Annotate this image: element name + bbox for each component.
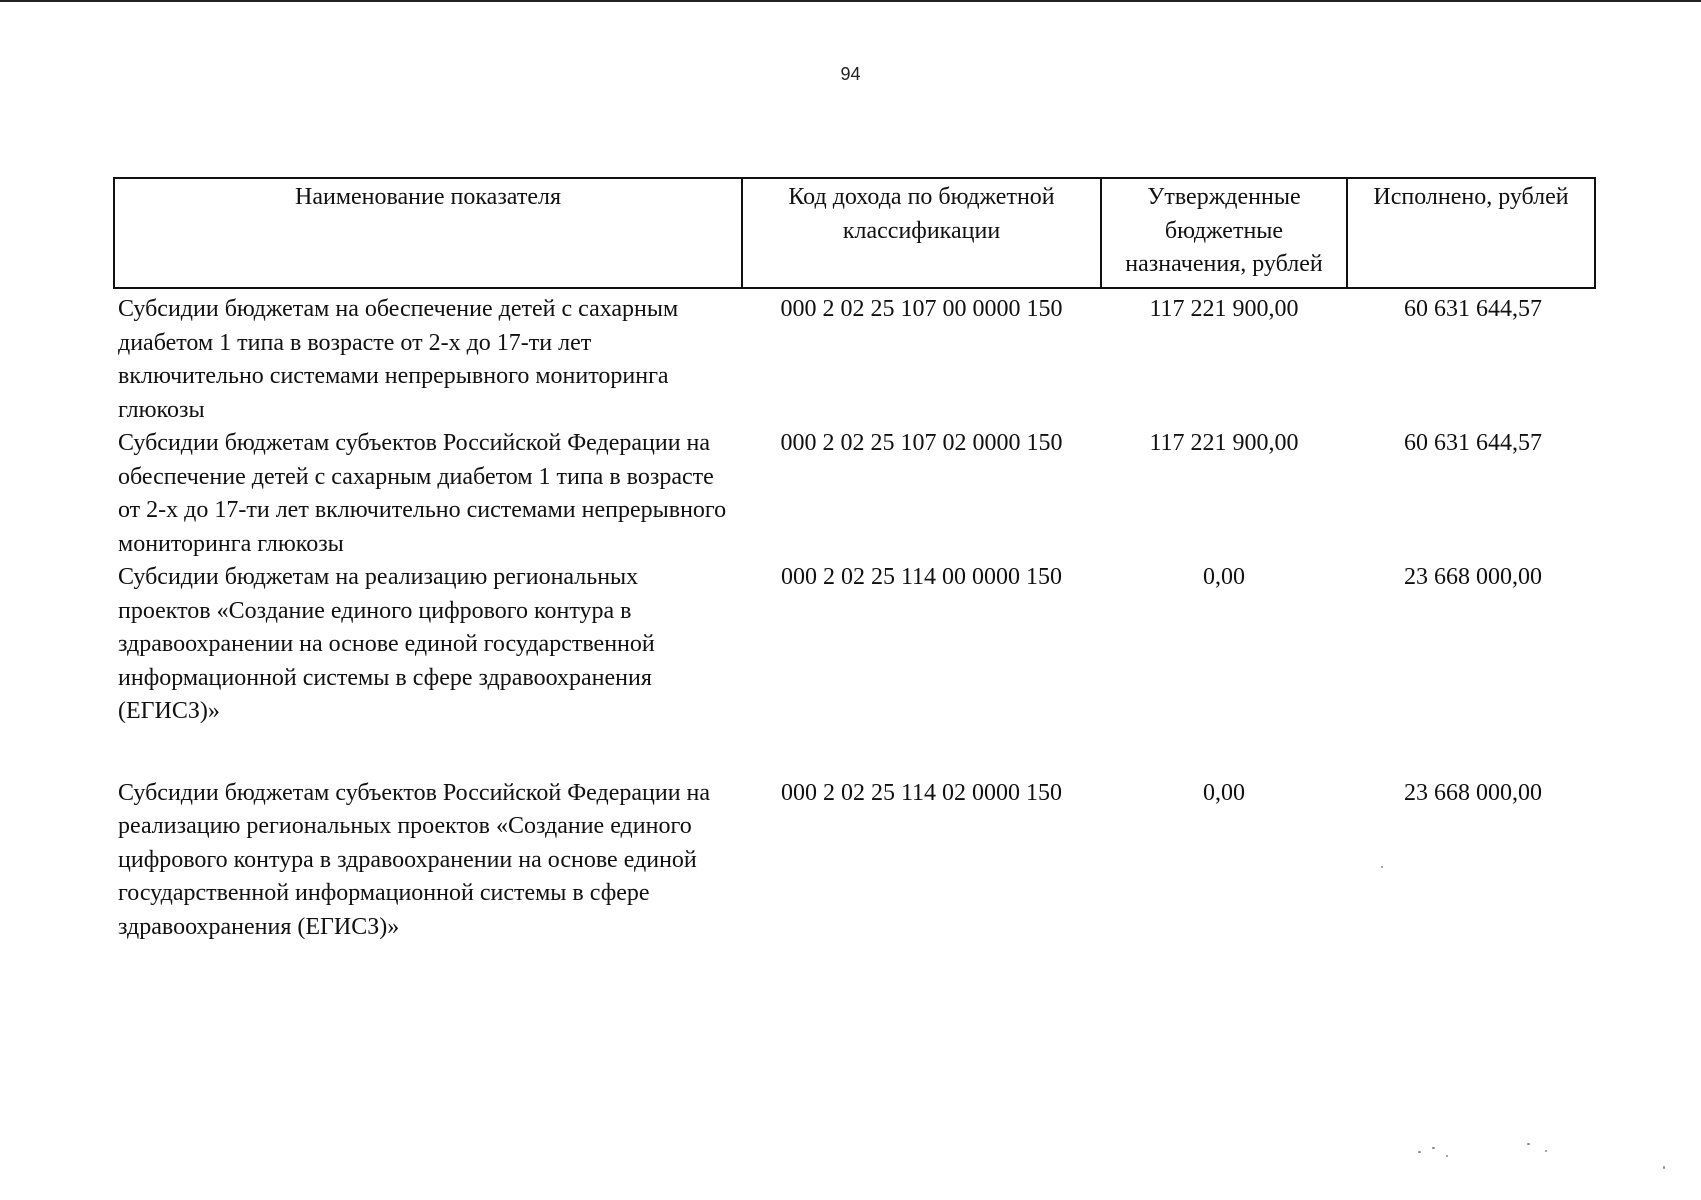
cell-approved-amount: 117 221 900,00: [1149, 296, 1299, 322]
page-number: 94: [840, 64, 861, 84]
header-executed-amount: Исполнено, рублей: [1347, 178, 1595, 288]
cell-indicator-name: Субсидии бюджетам на реализацию региональных проектов «Создание единого цифрового контура в здравоохранении на основе единой государственной информационной системы в сфере здравоохранения (ЕГИСЗ)»: [118, 564, 655, 724]
cell-income-code: 000 2 02 25 107 00 0000 150: [780, 296, 1063, 322]
top-border-line: [0, 0, 1701, 2]
cell-income-code: 000 2 02 25 107 02 0000 150: [780, 430, 1063, 456]
cell-indicator-name: Субсидии бюджетам на обеспечение детей с сахарным диабетом 1 типа в возрасте от 2-х до 17-ти лет включительно системами непрерывного мониторинга глюкозы: [118, 296, 679, 423]
header-indicator-name: Наименование показателя: [114, 178, 742, 288]
table-row: [114, 288, 1595, 427]
cell-executed-amount: 60 631 644,57: [1404, 296, 1542, 322]
table-row: [114, 777, 1595, 945]
scan-speck: [1527, 1143, 1530, 1145]
cell-indicator-name: Субсидии бюджетам субъектов Российской Федерации на реализацию региональных проектов «Создание единого цифрового контура в здравоохранении на основе единой государственной информационной системы в сфере здравоохранения (ЕГИСЗ)»: [118, 779, 711, 940]
cell-indicator-name: Субсидии бюджетам субъектов Российской Федерации на обеспечение детей с сахарным диабетом 1 типа в возрасте от 2-х до 17-ти лет включительно системами непрерывного мониторинга глюкозы: [118, 430, 727, 557]
scan-speck: [1381, 866, 1383, 868]
cell-executed-amount: 23 668 000,00: [1404, 564, 1542, 590]
budget-report-table: [113, 177, 1596, 944]
cell-income-code: 000 2 02 25 114 02 0000 150: [780, 779, 1063, 806]
header-row: [114, 178, 1595, 288]
cell-approved-amount: 0,00: [1203, 564, 1245, 590]
cell-approved-amount: 117 221 900,00: [1149, 430, 1299, 456]
header-approved-amount: Утвержденные бюджетные назначения, рублей: [1101, 178, 1347, 288]
cell-income-code: 000 2 02 25 114 00 0000 150: [780, 564, 1063, 590]
cell-executed-amount: 23 668 000,00: [1404, 779, 1542, 806]
scan-speck: [1545, 1150, 1547, 1152]
scan-speck: [1432, 1147, 1435, 1149]
table-row: [114, 561, 1595, 777]
scan-speck: [1418, 1151, 1421, 1153]
cell-approved-amount: 0,00: [1203, 779, 1245, 806]
table-row: [114, 427, 1595, 561]
cell-executed-amount: 60 631 644,57: [1404, 430, 1542, 456]
scan-speck: [1663, 1166, 1665, 1169]
header-income-code: Код дохода по бюджетной классификации: [742, 178, 1101, 288]
table-header: [114, 178, 1595, 288]
scan-speck: [1446, 1155, 1448, 1157]
table-body: [114, 288, 1595, 944]
